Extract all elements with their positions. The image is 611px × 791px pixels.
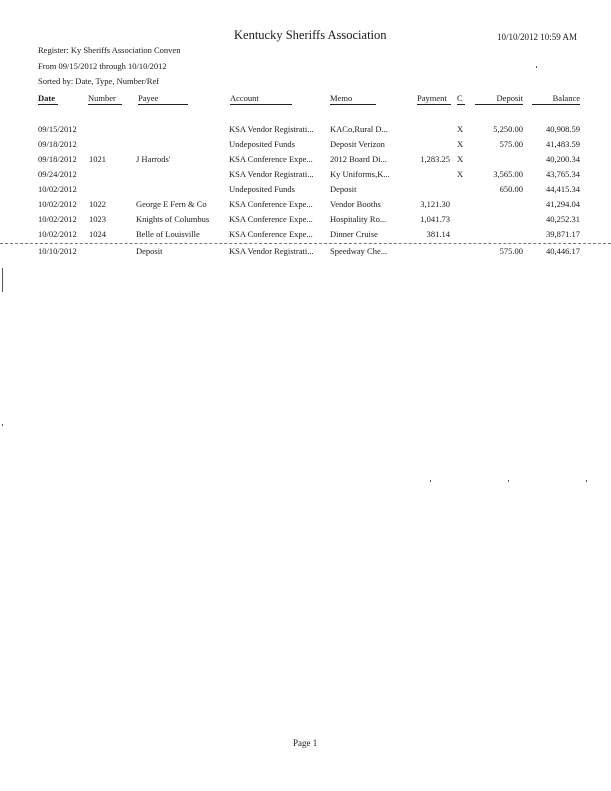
column-header-account: Account — [230, 93, 292, 105]
cell-number: 1023 — [89, 214, 106, 224]
scan-artifact — [586, 480, 587, 482]
cell-memo: Ky Uniforms,K... — [330, 169, 390, 179]
table-row — [0, 154, 611, 168]
cell-date: 09/15/2012 — [38, 124, 77, 134]
scan-artifact — [430, 480, 431, 482]
report-title: Kentucky Sheriffs Association — [234, 28, 387, 42]
table-row — [0, 169, 611, 183]
page-break-divider — [0, 243, 611, 244]
cell-account: KSA Conference Expe... — [229, 154, 313, 164]
cell-account: Undeposited Funds — [229, 184, 295, 194]
cell-date: 10/10/2012 — [38, 246, 77, 256]
cell-deposit: 575.00 — [499, 139, 523, 149]
cell-memo: Hospitality Ro... — [330, 214, 387, 224]
table-row — [0, 184, 611, 198]
scan-artifact — [536, 66, 537, 68]
cell-account: KSA Vendor Registrati... — [229, 246, 314, 256]
register-line: Register: Ky Sheriffs Association Conven — [38, 45, 181, 55]
cell-memo: 2012 Board Di... — [330, 154, 387, 164]
cell-payee: George E Fern & Co — [136, 199, 207, 209]
cell-balance: 41,483.59 — [546, 139, 580, 149]
cell-number: 1024 — [89, 229, 106, 239]
cell-memo: KACo,Rural D... — [330, 124, 388, 134]
cell-balance: 40,200.34 — [546, 154, 580, 164]
table-row — [0, 229, 611, 243]
cell-payee: J Harrods' — [136, 154, 171, 164]
column-header-date: Date — [38, 93, 58, 105]
scan-artifact — [2, 424, 3, 426]
sort-line: Sorted by: Date, Type, Number/Ref — [38, 76, 160, 86]
cell-account: KSA Vendor Registrati... — [229, 124, 314, 134]
cell-memo: Vendor Booths — [330, 199, 381, 209]
date-range-line: From 09/15/2012 through 10/10/2012 — [38, 61, 167, 71]
cell-deposit: 650.00 — [499, 184, 523, 194]
table-row — [0, 199, 611, 213]
table-row — [0, 246, 611, 260]
cell-memo: Dinner Cruise — [330, 229, 378, 239]
cell-account: KSA Conference Expe... — [229, 229, 313, 239]
cell-number: 1021 — [89, 154, 106, 164]
cell-date: 10/02/2012 — [38, 184, 77, 194]
cell-date: 09/18/2012 — [38, 139, 77, 149]
scan-artifact — [508, 480, 509, 482]
cell-payment: 1,041.73 — [420, 214, 450, 224]
cell-payee: Belle of Louisville — [136, 229, 200, 239]
cell-date: 09/18/2012 — [38, 154, 77, 164]
table-row — [0, 214, 611, 228]
cell-balance: 43,765.34 — [546, 169, 580, 179]
cell-deposit: 3,565.00 — [493, 169, 523, 179]
column-header-balance: Balance — [532, 93, 580, 105]
column-header-payment: Payment — [417, 93, 451, 105]
cell-cleared: X — [457, 169, 464, 179]
cell-account: KSA Conference Expe... — [229, 199, 313, 209]
cell-payment: 3,121.30 — [420, 199, 450, 209]
cell-memo: Speedway Che... — [330, 246, 388, 256]
cell-balance: 40,908.59 — [546, 124, 580, 134]
cell-deposit: 575.00 — [499, 246, 523, 256]
cell-memo: Deposit Verizon — [330, 139, 385, 149]
cell-memo: Deposit — [330, 184, 357, 194]
cell-date: 10/02/2012 — [38, 214, 77, 224]
cell-cleared: X — [457, 139, 464, 149]
cell-date: 10/02/2012 — [38, 229, 77, 239]
scan-artifact — [2, 268, 3, 292]
cell-balance: 40,446.17 — [546, 246, 580, 256]
cell-number: 1022 — [89, 199, 106, 209]
cell-payment: 1,283.25 — [420, 154, 450, 164]
report-timestamp: 10/10/2012 10:59 AM — [497, 32, 578, 42]
page-number: Page 1 — [293, 738, 318, 748]
cell-payee: Deposit — [136, 246, 163, 256]
column-header-cleared: C — [457, 93, 465, 105]
cell-account: KSA Vendor Registrati... — [229, 169, 314, 179]
cell-account: Undeposited Funds — [229, 139, 295, 149]
cell-date: 09/24/2012 — [38, 169, 77, 179]
cell-balance: 44,415.34 — [546, 184, 580, 194]
cell-account: KSA Conference Expe... — [229, 214, 313, 224]
column-header-payee: Payee — [138, 93, 188, 105]
column-header-number: Number — [88, 93, 122, 105]
column-header-deposit: Deposit — [475, 93, 523, 105]
cell-cleared: X — [457, 124, 464, 134]
cell-balance: 41,294.04 — [546, 199, 580, 209]
cell-date: 10/02/2012 — [38, 199, 77, 209]
table-row — [0, 139, 611, 153]
cell-payment: 381.14 — [426, 229, 450, 239]
table-row — [0, 124, 611, 138]
cell-balance: 39,871.17 — [546, 229, 580, 239]
cell-balance: 40,252.31 — [546, 214, 580, 224]
cell-cleared: X — [457, 154, 464, 164]
column-header-memo: Memo — [330, 93, 376, 105]
cell-deposit: 5,250.00 — [493, 124, 523, 134]
cell-payee: Knights of Columbus — [136, 214, 210, 224]
